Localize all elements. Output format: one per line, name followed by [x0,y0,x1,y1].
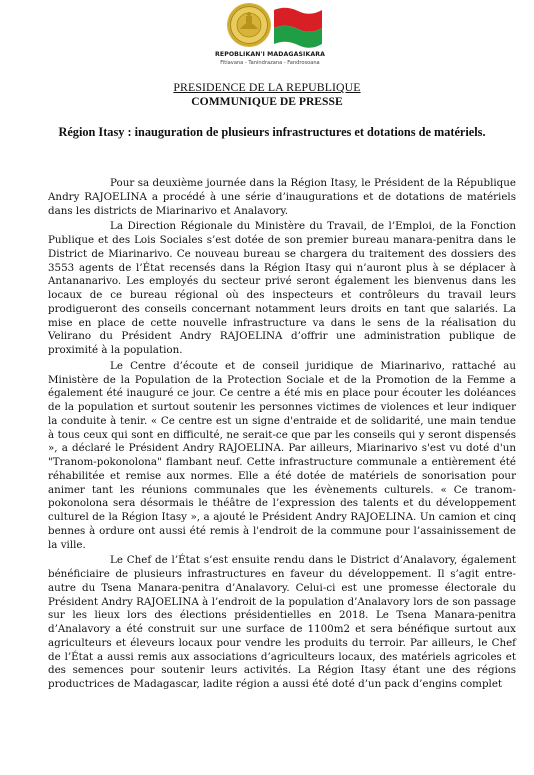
communique-heading: COMMUNIQUE DE PRESSE [191,95,343,108]
article-body [48,177,516,692]
paragraph: La Direction Régionale du Ministère du Travail, de l’Emploi, de la Fonction Publique et des Lois Sociales s’est dotée de son premier bureau manara-penitra dans le District de Miarinarivo. Ce nouveau bureau se chargera du traitement des dossiers des 3553 agents de l’État recensés dans la Région Itasy qui n’auront plus à se déplacer à Antananarivo. Les employés du secteur privé seront également les bienvenus dans les locaux de ce bureau régional où des inspecteurs et contrôleurs du travail leurs prodigueront des conseils concernant notamment leurs droits en tant que salariés. La mise en place de cette nouvelle infrastructure va dans le sens de la réalisation du Velirano du Président Andry RAJOELINA d’offrir une administration publique de proximité à la population. [48,220,516,356]
article-title: Région Itasy : inauguration de plusieurs infrastructures et dotations de matériels. [58,125,486,139]
republic-motto: Fitiavana - Tanindrazana - Fandrosoana [220,60,320,66]
paragraph: Le Centre d’écoute et de conseil juridique de Miarinarivo, rattaché au Ministère de la Population de la Protection Sociale et de la Promotion de la Femme a également été inauguré ce jour. Ce centre a été mis en place pour écouter les doléances de la population et surtout soutenir les personnes victimes de violences et leur indiquer la conduite à tenir. « Ce centre est un signe d'entraide et de solidarité, une main tendue à tous ceux qui sont en difficulté, ne serait-ce que par les conseils qui y seront dispensés », a déclaré le Président Andry RAJOELINA. Par ailleurs, Miarinarivo s'est vu doté d'un "Tranom-pokonolona" flambant neuf. Cette infrastructure communale a entièrement été réhabilitée et remise aux normes. Elle a été dotée de matériels de sonorisation pour animer tant les réunions communales que les évènements culturels. « Ce tranom-pokonolona sera désormais le théâtre de l’expression des talents et du développement culturel de la Région Itasy », a ajouté le Président Andry RAJOELINA. Un camion et cinq bennes à ordure ont aussi été remis à l'endroit de la commune pour l’assainissement de la ville. [48,359,516,551]
presidency-heading: PRESIDENCE DE LA REPUBLIQUE [173,80,361,94]
republic-name: REPOBLIKAN'I MADAGASIKARA [215,51,325,58]
republic-logo [196,0,338,78]
flag-icon [272,6,324,50]
paragraph: Pour sa deuxième journée dans la Région Itasy, le Président de la République Andry RAJOELINA a procédé à une série d’inaugurations et de dotations de matériels dans les districts de Miarinarivo et Analavory. [48,177,516,217]
paragraph: Le Chef de l’État s’est ensuite rendu dans le District d’Analavory, également bénéficiaire de plusieurs infrastructures en faveur du développement. Il s’agit entre-autre du Tsena Manara-penitra d’Analavory. Celui-ci est une promesse électorale du Président Andry RAJOELINA à l’endroit de la population d’Analavory lors de son passage sur les lieux lors des élections présidentielles en 2018. Le Tsena Manara-penitra d’Analavory a été construit sur une surface de 1100m2 et sera bénéfique surtout aux agriculteurs et éleveurs locaux pour vendre les produits du terroir. Par ailleurs, le Chef de l’État a aussi remis aux associations d’agriculteurs locaux, des matériels agricoles et des semences pour soutenir leurs activités. La Région Itasy étant une des régions productrices de Madagascar, ladite région a aussi été doté d’un pack d’engins complet [48,554,516,690]
state-seal-icon [226,2,272,48]
